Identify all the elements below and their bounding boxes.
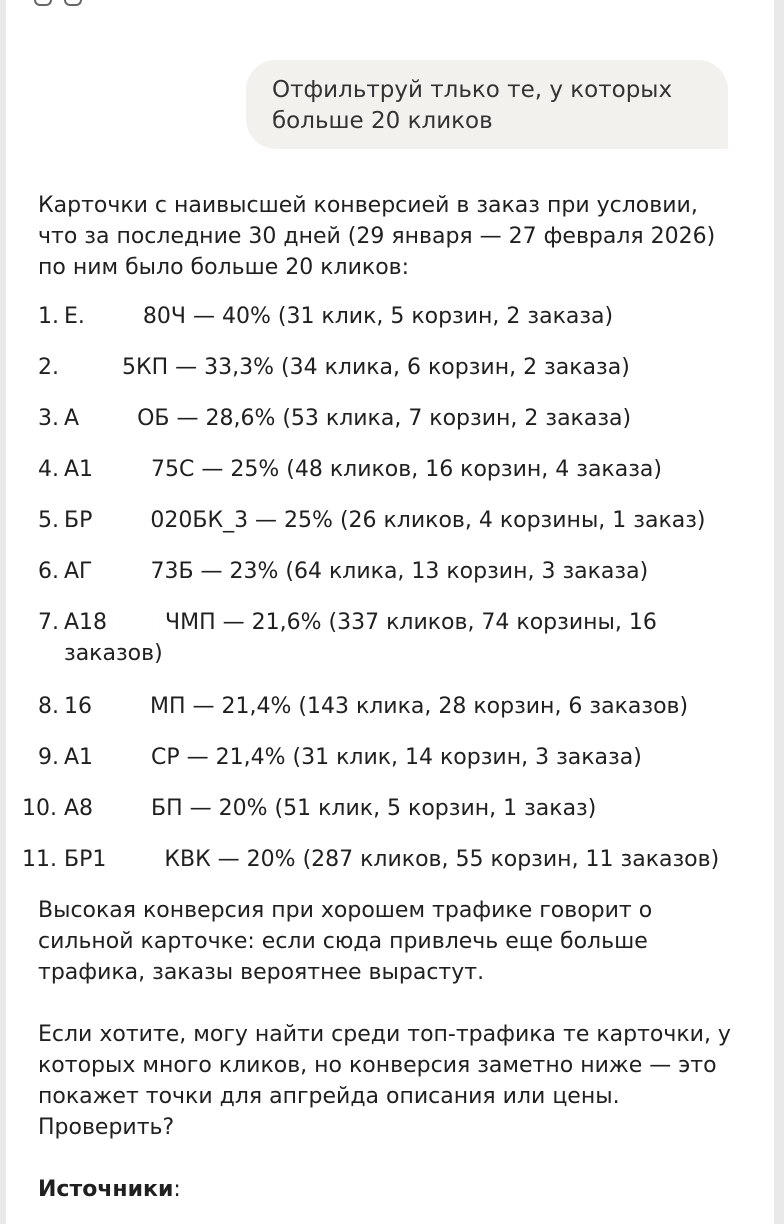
item-details: 5КП — 33,3% (34 клика, 6 корзин, 2 заказа) — [122, 355, 630, 380]
chat-sheet — [6, 0, 774, 1224]
item-code-prefix: АГ — [64, 559, 93, 584]
list-item-number: 4. — [38, 457, 59, 482]
redacted-region — [93, 508, 149, 530]
sources-heading — [38, 1174, 738, 1205]
list-item — [38, 352, 738, 383]
list-item — [38, 301, 738, 332]
list-item — [38, 691, 738, 722]
list-item-number: 2. — [38, 355, 59, 380]
item-details: КВК — 20% (287 кликов, 55 корзин, 11 заказов) — [164, 847, 720, 872]
list-item-number: 10. — [22, 796, 57, 821]
message-actions — [34, 0, 82, 6]
redacted-region — [107, 847, 163, 869]
list-item-number: 9. — [38, 745, 59, 770]
sources-label: Источники — [38, 1177, 174, 1202]
item-code-prefix: А18 — [64, 610, 108, 635]
list-item-number: 7. — [38, 610, 59, 635]
redacted-region — [94, 457, 150, 479]
redacted-region — [65, 355, 121, 377]
redacted-region — [108, 610, 164, 632]
item-details: 80Ч — 40% (31 клик, 5 корзин, 2 заказа) — [142, 304, 614, 329]
assistant-paragraph-1: Высокая конверсия при хорошем трафике говорит о сильной карточке: если сюда привлечь еще больше трафика, заказы вероятнее вырастут. — [38, 898, 653, 985]
list-item — [22, 793, 738, 824]
item-details: ЧМП — 21,6% (337 кликов, 74 корзины, 16 заказов) — [64, 610, 657, 666]
item-details: МП — 21,4% (143 клика, 28 корзин, 6 заказов) — [150, 694, 689, 719]
item-code-prefix: А — [64, 406, 80, 431]
list-item-number: 6. — [38, 559, 59, 584]
list-item — [38, 607, 738, 669]
list-item — [38, 556, 738, 587]
share-icon[interactable] — [64, 0, 82, 6]
list-item — [38, 742, 738, 773]
list-item-number: 1. — [38, 304, 59, 329]
item-code-prefix: Е. — [64, 304, 85, 329]
item-details: БП — 20% (51 клик, 5 корзин, 1 заказ) — [151, 796, 597, 821]
results-list — [22, 301, 738, 875]
list-item — [22, 844, 738, 875]
list-item — [38, 454, 738, 485]
sources-colon: : — [173, 1177, 181, 1202]
user-message-bubble — [246, 60, 728, 149]
redacted-region — [93, 559, 149, 581]
item-code-prefix: А1 — [64, 457, 94, 482]
redacted-region — [94, 745, 150, 767]
redacted-region — [94, 796, 150, 818]
list-item — [38, 403, 738, 434]
item-details: СР — 21,4% (31 клик, 14 корзин, 3 заказа) — [151, 745, 642, 770]
item-code-prefix: БР — [64, 508, 93, 533]
item-details: 75С — 25% (48 кликов, 16 корзин, 4 заказа) — [151, 457, 662, 482]
assistant-message — [22, 190, 738, 1205]
item-code-prefix: А1 — [64, 745, 94, 770]
list-item-number: 11. — [22, 847, 57, 872]
redacted-region — [86, 304, 142, 326]
list-item-number: 5. — [38, 508, 59, 533]
assistant-paragraph-2: Если хотите, могу найти среди топ-трафика те карточки, у которых много кликов, но конверсия заметно ниже — это покажет точки для апгрейда описания или цены. Проверить? — [38, 1022, 731, 1140]
item-code-prefix: А8 — [64, 796, 94, 821]
item-details: ОБ — 28,6% (53 клика, 7 корзин, 2 заказа) — [137, 406, 632, 431]
item-details: 73Б — 23% (64 клика, 13 корзин, 3 заказа) — [150, 559, 649, 584]
item-code-prefix: БР1 — [64, 847, 107, 872]
redacted-region — [80, 406, 136, 428]
list-item — [38, 505, 738, 536]
assistant-intro: Карточки с наивысшей конверсией в заказ при условии, что за последние 30 дней (29 января — 27 февраля 2026) по ним было больше 20 кликов: — [38, 193, 716, 280]
copy-icon[interactable] — [34, 0, 52, 6]
list-item-number: 8. — [38, 694, 59, 719]
item-code-prefix: 16 — [64, 694, 92, 719]
user-message-text: Отфильтруй тлько те, у которых больше 20 кликов — [272, 77, 673, 134]
item-details: 020БК_3 — 25% (26 кликов, 4 корзины, 1 заказ) — [150, 508, 706, 533]
list-item-number: 3. — [38, 406, 59, 431]
redacted-region — [93, 694, 149, 716]
